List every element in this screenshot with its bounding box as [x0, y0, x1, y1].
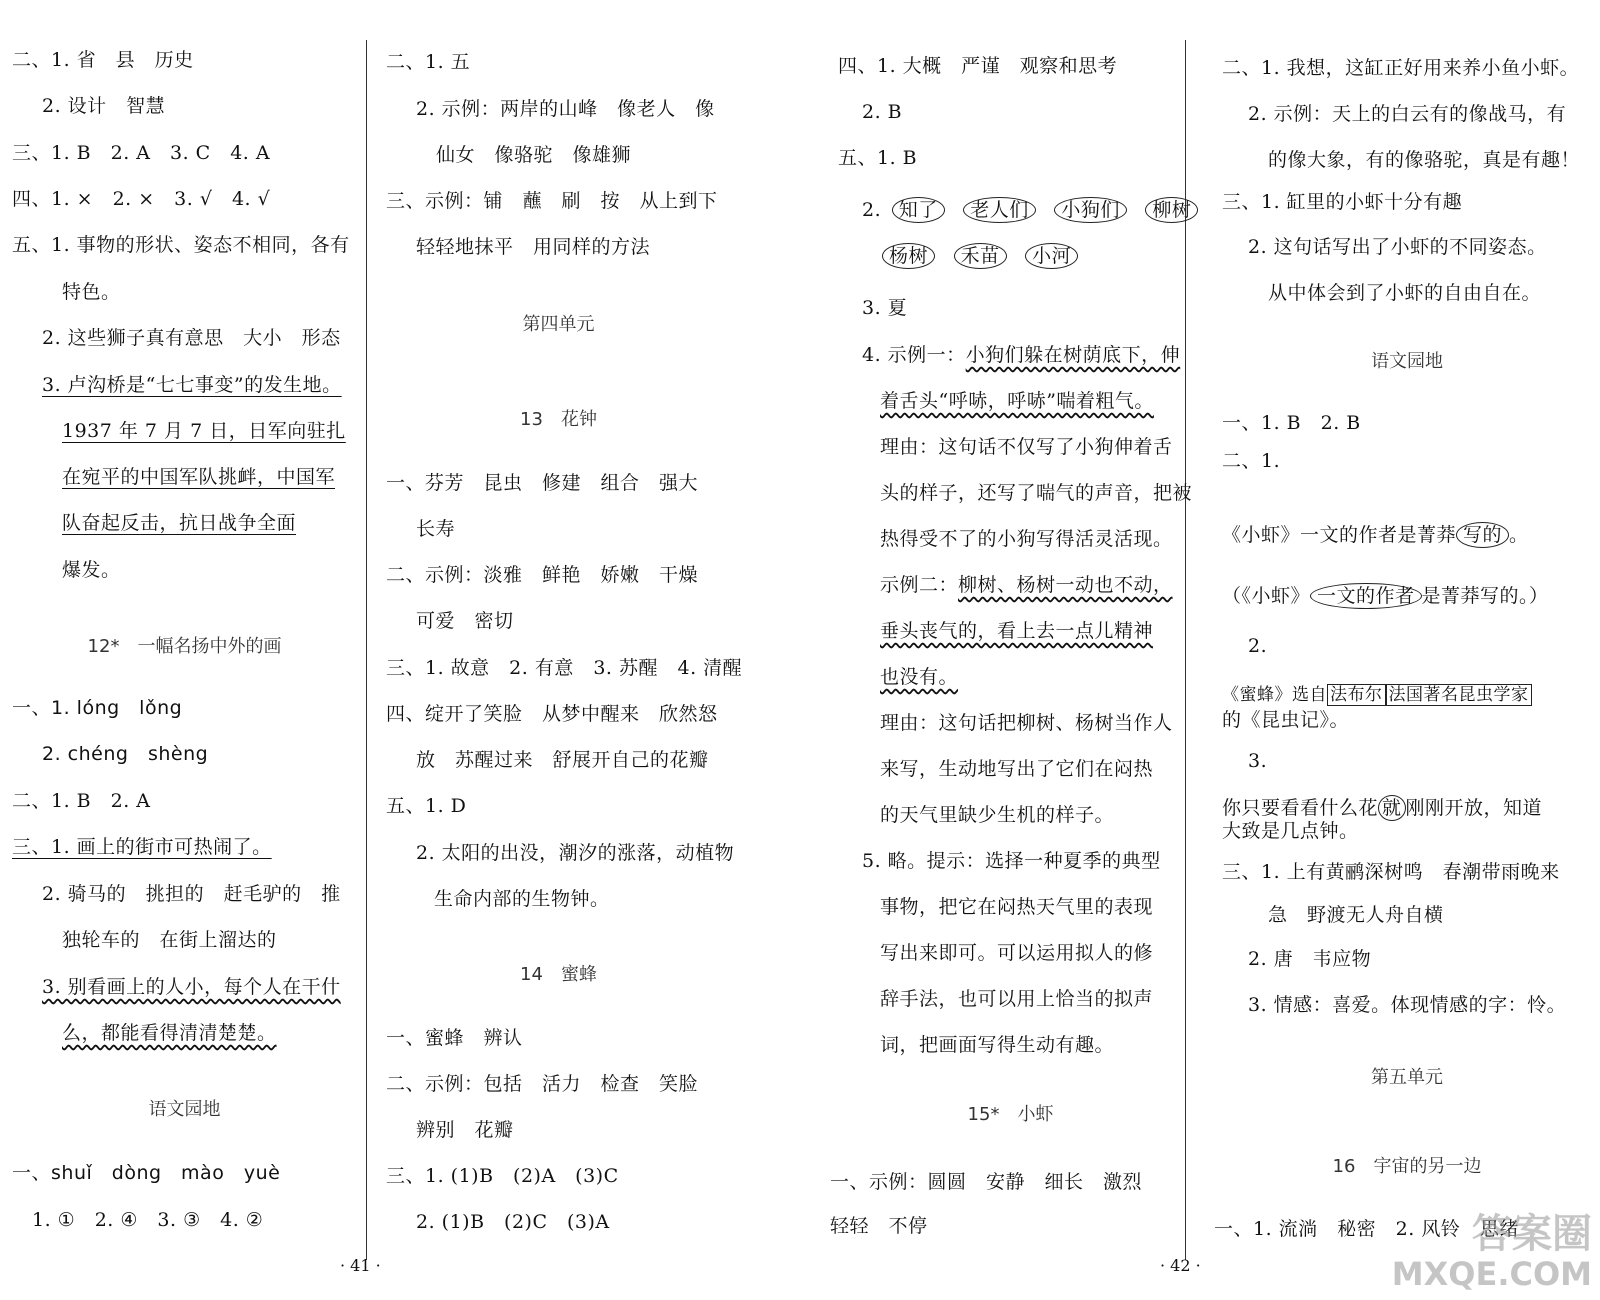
answer-line: 二、示例：淡雅 鲜艳 娇嫩 干燥 — [386, 564, 699, 586]
answer-line: 爆发。 — [62, 559, 121, 581]
answer-line: 二、示例：包括 活力 检查 笑脸 — [386, 1073, 699, 1095]
wavy-underlined-answer: 垂头丧气的，看上去一点儿精神 — [880, 620, 1154, 642]
answer-line — [1222, 522, 1529, 548]
answer-line: 二、1. — [1222, 450, 1281, 472]
column-divider — [366, 40, 367, 1260]
sentence-text: （《小虾》 — [1222, 585, 1311, 607]
answer-line: 辨别 花瓣 — [416, 1119, 514, 1141]
answer-line: 2. B — [862, 101, 903, 123]
answer-line: 辞手法，也可以用上恰当的拟声 — [880, 988, 1154, 1010]
answer-line: 2. 唐 韦应物 — [1248, 948, 1372, 970]
answer-line: 3. — [1248, 750, 1268, 772]
answer-line: 1. ① 2. ④ 3. ③ 4. ② — [32, 1209, 264, 1231]
answer-line: 四、1. 大概 严谨 观察和思考 — [838, 55, 1118, 77]
answer-line: 二、1. 五 — [386, 51, 471, 73]
answer-line: 理由：这句话把柳树、杨树当作人 — [880, 712, 1173, 734]
answer-line: 一、蜜蜂 辨认 — [386, 1027, 523, 1049]
answer-line: 独轮车的 在街上溜达的 — [62, 929, 277, 951]
answer-line — [1222, 583, 1549, 609]
answer-line: 2. 骑马的 挑担的 赶毛驴的 推 — [42, 883, 341, 905]
answer-line: 2. 示例：天上的白云有的像战马，有 — [1248, 103, 1567, 125]
unit-heading: 第五单元 — [1371, 1067, 1443, 1088]
unit-heading: 第四单元 — [522, 314, 595, 335]
answer-line: 长寿 — [416, 518, 456, 540]
answer-line: 三、1. B 2. A 3. C 4. A — [12, 142, 271, 164]
answer-line: 五、1. 事物的形状、姿态不相同，各有 — [12, 234, 350, 256]
answer-line: 轻轻地抹平 用同样的方法 — [416, 236, 651, 258]
answer-line — [1222, 683, 1532, 707]
answer-line: 的天气里缺少生机的样子。 — [880, 804, 1115, 826]
answer-line: 2. (1)B (2)C (3)A — [416, 1211, 610, 1233]
wavy-underlined-answer: 么，都能看得清清楚楚。 — [62, 1022, 277, 1044]
answer-line: 3. 情感：喜爱。体现情感的字：怜。 — [1248, 994, 1567, 1016]
sentence-text: 。 — [1509, 524, 1529, 546]
answer-line: 2. 这句话写出了小虾的不同姿态。 — [1248, 236, 1547, 258]
underlined-answer: 三、1. 画上的街市可热闹了。 — [12, 836, 272, 858]
sentence-text: 你只要看看什么花 — [1222, 797, 1379, 819]
answer-line: 五、1. B — [838, 147, 918, 169]
circled-word: 禾苗 — [954, 243, 1007, 269]
answer-line — [862, 343, 1180, 367]
answer-line: 2. 这些狮子真有意思 大小 形态 — [42, 327, 341, 349]
answer-line: 从中体会到了小虾的自由自在。 — [1268, 282, 1542, 304]
circled-word: 小狗们 — [1054, 197, 1127, 223]
sentence-text: 是菁莽写的。） — [1421, 585, 1549, 607]
answer-line: 3. 夏 — [862, 297, 908, 319]
lesson-heading: 16 宇宙的另一边 — [1332, 1156, 1482, 1177]
answer-line: 三、1. (1)B (2)A (3)C — [386, 1165, 619, 1187]
answer-line: 四、1. × 2. × 3. √ 4. √ — [12, 188, 271, 210]
underlined-answer: 在宛平的中国军队挑衅，中国军 — [62, 466, 336, 488]
answer-line: 生命内部的生物钟。 — [434, 888, 610, 910]
answer-line: 一、1. lóng lǒng — [12, 697, 183, 719]
answer-line: 一、1. 流淌 秘密 2. 风铃 思绪 — [1214, 1218, 1519, 1240]
answer-line: 放 苏醒过来 舒展开自己的花瓣 — [416, 749, 709, 771]
watermark-logo: 答案圈 MXQE.COM — [1391, 1211, 1592, 1293]
underlined-answer: 1937 年 7 月 7 日，日军向驻扎 — [62, 420, 346, 442]
lesson-heading: 13 花钟 — [520, 409, 597, 430]
wavy-underlined-answer: 柳树、杨树一动也不动， — [958, 574, 1173, 596]
answer-line: 5. 略。提示：选择一种夏季的典型 — [862, 850, 1161, 872]
answer-line: 2. 设计 智慧 — [42, 95, 166, 117]
answer-line: 特色。 — [62, 281, 121, 303]
answer-line: 词，把画面写得生动有趣。 — [880, 1034, 1115, 1056]
wavy-underlined-answer: 着舌头“呼哧，呼哧”喘着粗气。 — [880, 390, 1154, 412]
underlined-answer: 3. 卢沟桥是“七七事变”的发生地。 — [42, 374, 342, 396]
answer-line — [880, 573, 1173, 597]
circled-word: 柳树 — [1145, 197, 1198, 223]
answer-line: 四、绽开了笑脸 从梦中醒来 欣然怒 — [386, 703, 718, 725]
circled-word: 小河 — [1025, 243, 1078, 269]
wavy-underlined-answer: 3. 别看画上的人小，每个人在干什 — [42, 976, 341, 998]
answer-line: 的《昆虫记》。 — [1222, 709, 1350, 731]
lesson-heading: 12* 一幅名扬中外的画 — [87, 636, 282, 657]
circled-answers-row — [882, 243, 1090, 269]
answer-line: 理由：这句话不仅写了小狗伸着舌 — [880, 436, 1173, 458]
answer-line: 二、1. 省 县 历史 — [12, 49, 194, 71]
sentence-text: 刚刚开放，知道 — [1405, 797, 1543, 819]
example-label: 4. 示例一： — [862, 344, 966, 366]
section-heading: 语文园地 — [1371, 351, 1443, 372]
boxed-word: 法布尔 — [1327, 684, 1386, 706]
answer-line: 轻轻 不停 — [830, 1215, 928, 1237]
answer-line: 2. — [1248, 635, 1268, 657]
answer-line: 一、芬芳 昆虫 修建 组合 强大 — [386, 472, 699, 494]
example-label: 示例二： — [880, 574, 959, 596]
circled-word: 写的 — [1456, 522, 1509, 548]
circled-word: 就 — [1378, 795, 1406, 821]
answer-line: 的像大象，有的像骆驼，真是有趣！ — [1268, 149, 1581, 171]
sentence-text: 《小虾》一文的作者是菁莽 — [1222, 524, 1457, 546]
boxed-word: 法国著名昆虫学家 — [1386, 684, 1532, 706]
page-number: · 42 · — [1160, 1256, 1201, 1275]
column-divider — [1185, 40, 1186, 1260]
underlined-answer: 队奋起反击，抗日战争全面 — [62, 512, 297, 534]
answer-line: 2. 示例：两岸的山峰 像老人 像 — [416, 98, 715, 120]
section-heading: 语文园地 — [148, 1099, 221, 1120]
answer-line: 热得受不了的小狗写得活灵活现。 — [880, 528, 1173, 550]
answer-line — [1222, 795, 1542, 821]
circled-phrase: 一文的作者 — [1310, 583, 1422, 609]
item-number: 2. — [862, 199, 882, 221]
answer-line: 来写，生动地写出了它们在闷热 — [880, 758, 1154, 780]
answer-line: 二、1. B 2. A — [12, 790, 151, 812]
answer-line: 三、1. 故意 2. 有意 3. 苏醒 4. 清醒 — [386, 657, 743, 679]
answer-line: 二、1. 我想，这缸正好用来养小鱼小虾。 — [1222, 57, 1580, 79]
answer-line: 三、示例：铺 蘸 刷 按 从上到下 — [386, 190, 718, 212]
answer-line: 事物，把它在闷热天气里的表现 — [880, 896, 1154, 918]
answer-line: 急 野渡无人舟自横 — [1268, 904, 1444, 926]
answer-line: 2. chéng shèng — [42, 743, 209, 765]
answer-line: 一、示例：圆圆 安静 细长 激烈 — [830, 1171, 1143, 1193]
circled-answers-row — [862, 197, 1210, 223]
answer-line: 大致是几点钟。 — [1222, 820, 1359, 842]
lesson-heading: 15* 小虾 — [967, 1104, 1054, 1125]
answer-line: 头的样子，还写了喘气的声音，把被 — [880, 482, 1193, 504]
answer-line: 一、1. B 2. B — [1222, 412, 1361, 434]
page-number: · 41 · — [340, 1256, 381, 1275]
answer-line: 三、1. 上有黄鹂深树鸣 春潮带雨晚来 — [1222, 861, 1560, 883]
answer-line: 一、shuǐ dòng mào yuè — [12, 1162, 281, 1184]
wavy-underlined-answer: 小狗们躲在树荫底下，伸 — [965, 344, 1181, 366]
answer-line: 三、1. 缸里的小虾十分有趣 — [1222, 191, 1463, 213]
sentence-text: 《蜜蜂》选自 — [1222, 685, 1327, 705]
answer-line: 五、1. D — [386, 795, 467, 817]
answer-line: 写出来即可。可以运用拟人的修 — [880, 942, 1154, 964]
answer-line: 仙女 像骆驼 像雄狮 — [436, 144, 632, 166]
circled-word: 杨树 — [882, 243, 935, 269]
wavy-underlined-answer: 也没有。 — [880, 666, 959, 688]
lesson-heading: 14 蜜蜂 — [520, 964, 597, 985]
answer-line: 可爱 密切 — [416, 610, 514, 632]
circled-word: 老人们 — [963, 197, 1036, 223]
answer-line: 2. 太阳的出没，潮汐的涨落，动植物 — [416, 842, 735, 864]
circled-word: 知了 — [892, 197, 945, 223]
